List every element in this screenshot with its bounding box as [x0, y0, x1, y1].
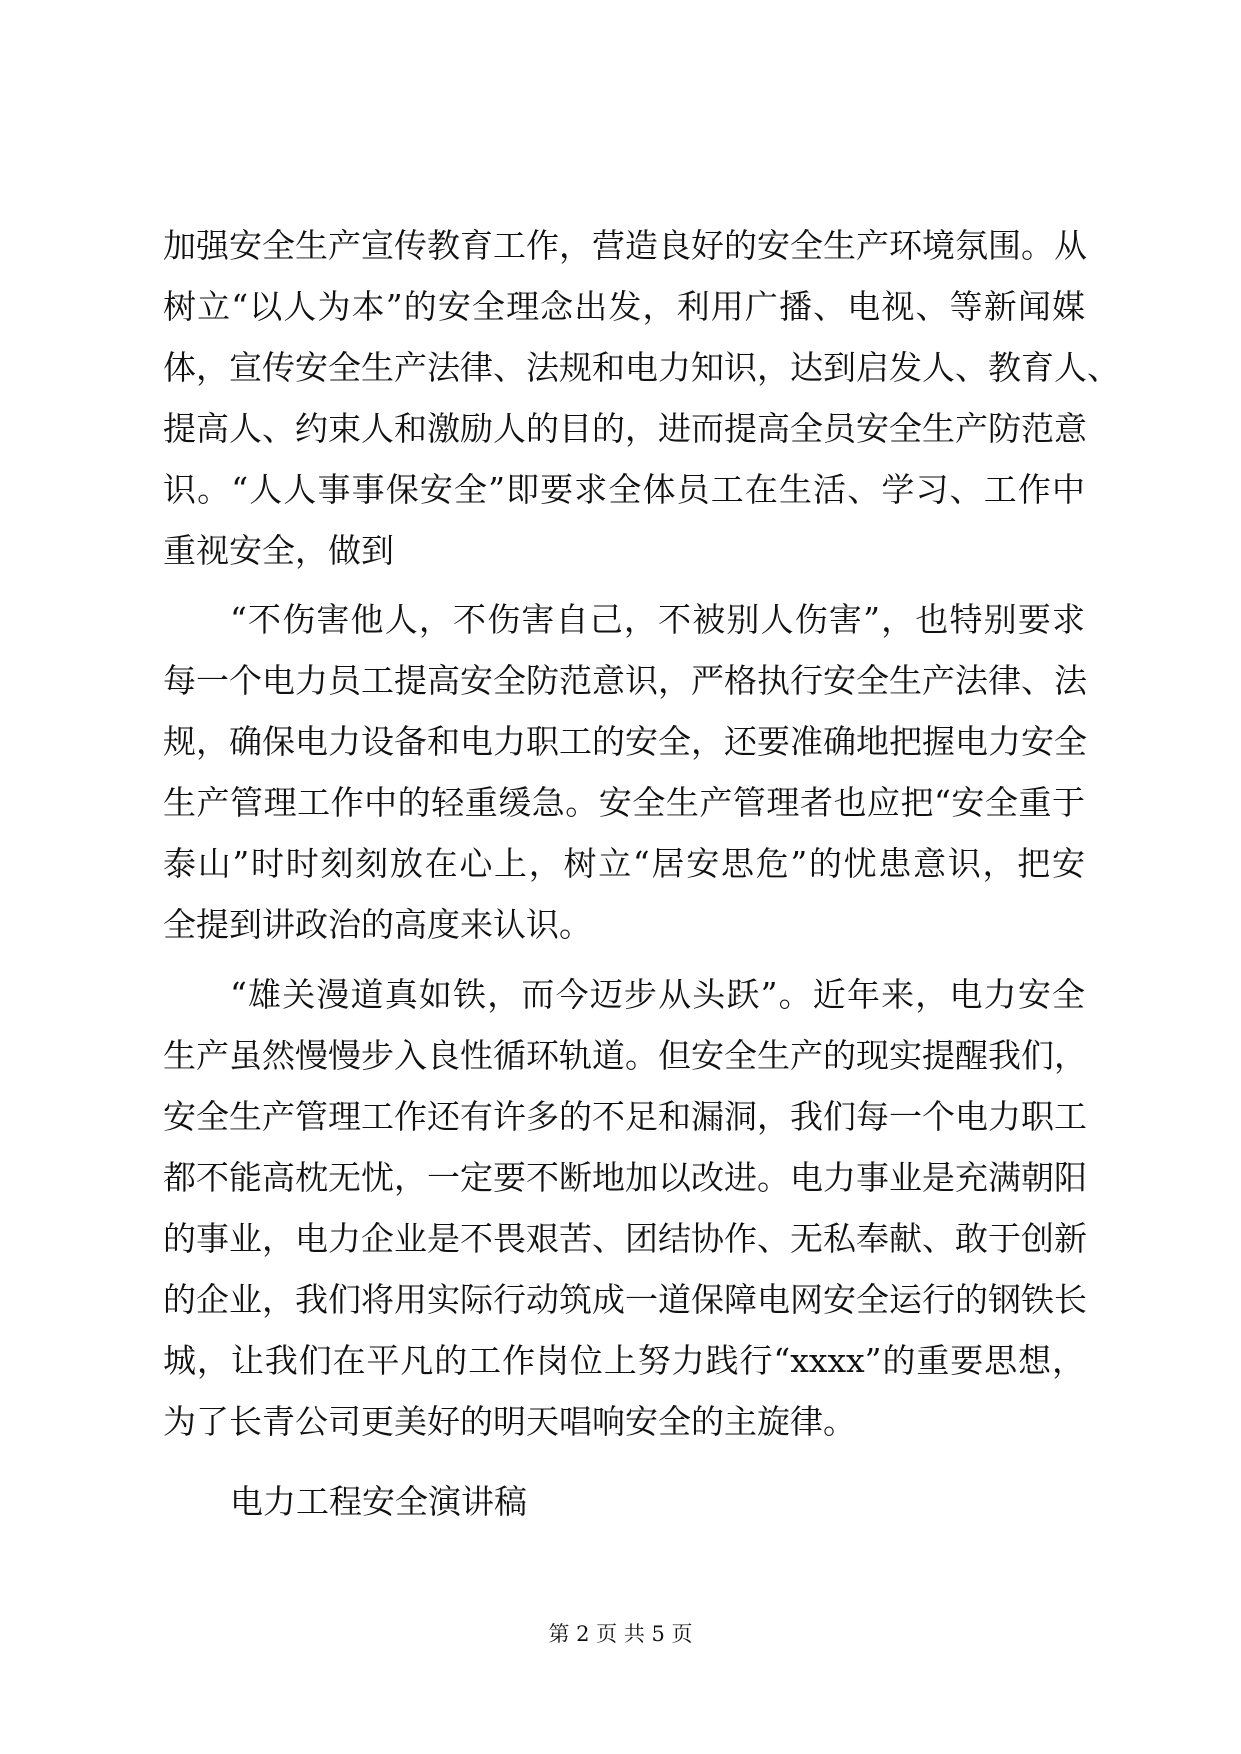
text-line: 都不能高枕无忧，一定要不断地加以改进。电力事业是充满朝阳: [163, 1158, 1087, 1197]
section-heading: 电力工程安全演讲稿: [230, 1482, 527, 1521]
text-line: 树立“以人为本”的安全理念出发，利用广播、电视、等新闻媒: [163, 287, 1085, 326]
text-line: 生产虽然慢慢步入良性循环轨道。但安全生产的现实提醒我们，: [163, 1036, 1087, 1075]
text-line: 提高人、约束人和激励人的目的，进而提高全员安全生产防范意: [163, 409, 1087, 448]
text-line: 生产管理工作中的轻重缓急。安全生产管理者也应把“安全重于: [163, 783, 1085, 822]
text-line: 城，让我们在平凡的工作岗位上努力践行“xxxx”的重要思想，: [163, 1341, 1085, 1380]
text-line: 为了长青公司更美好的明天唱响安全的主旋律。: [163, 1402, 856, 1441]
text-line: 规，确保电力设备和电力职工的安全，还要准确地把握电力安全: [163, 722, 1087, 761]
text-line: 的企业，我们将用实际行动筑成一道保障电网安全运行的钢铁长: [163, 1280, 1087, 1319]
paragraph-start-line: “不伤害他人，不伤害自己，不被别人伤害”，也特别要求: [230, 600, 1085, 639]
page-number-footer: 第 2 页 共 5 页: [548, 1622, 693, 1646]
text-line: 重视安全，做到: [163, 531, 394, 570]
text-line: 安全生产管理工作还有许多的不足和漏洞，我们每一个电力职工: [163, 1097, 1087, 1136]
text-line: 体，宣传安全生产法律、法规和电力知识，达到启发人、教育人、: [163, 348, 1120, 387]
paragraph-start-line: “雄关漫道真如铁，而今迈步从头跃”。近年来，电力安全: [230, 975, 1085, 1014]
text-line: 泰山”时时刻刻放在心上，树立“居安思危”的忧患意识，把安: [163, 844, 1085, 883]
text-line: 全提到讲政治的高度来认识。: [163, 905, 592, 944]
text-line: 识。“人人事事保安全”即要求全体员工在生活、学习、工作中: [163, 470, 1085, 509]
text-line: 每一个电力员工提高安全防范意识，严格执行安全生产法律、法: [163, 661, 1087, 700]
text-line: 加强安全生产宣传教育工作，营造良好的安全生产环境氛围。从: [163, 226, 1087, 265]
text-line: 的事业，电力企业是不畏艰苦、团结协作、无私奉献、敢于创新: [163, 1219, 1087, 1258]
